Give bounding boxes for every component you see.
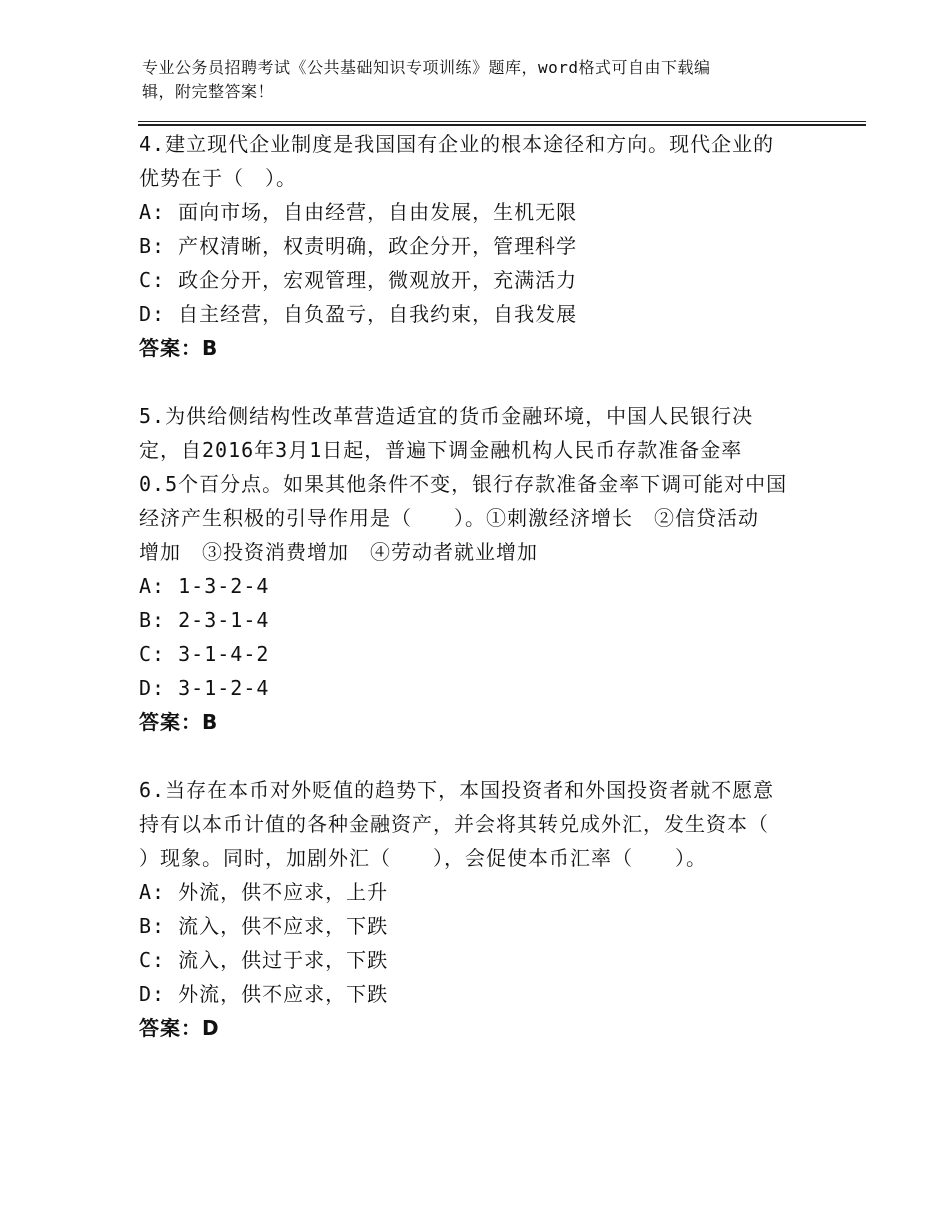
option-a: A: 1-3-2-4 xyxy=(139,574,270,598)
question-text-line: 0.5个百分点。如果其他条件不变，银行存款准备金率下调可能对中国 xyxy=(139,472,788,496)
header-line-1: 专业公务员招聘考试《公共基础知识专项训练》题库，word格式可自由下载编 xyxy=(142,58,711,77)
question-5 xyxy=(139,399,829,739)
option-b: B: 2-3-1-4 xyxy=(139,608,270,632)
question-text-line: 6.当存在本币对外贬值的趋势下，本国投资者和外国投资者就不愿意 xyxy=(139,778,775,802)
question-text-line: 增加 ③投资消费增加 ④劳动者就业增加 xyxy=(139,540,538,564)
question-text-line: 定，自2016年3月1日起，普遍下调金融机构人民币存款准备金率 xyxy=(139,438,743,462)
answer: 答案：B xyxy=(139,336,219,360)
answer: 答案：B xyxy=(139,710,219,734)
question-list xyxy=(139,127,829,1045)
option-a: A: 外流，供不应求，上升 xyxy=(139,880,389,904)
option-c: C: 政企分开，宏观管理，微观放开，充满活力 xyxy=(139,268,578,292)
header-rule-thick xyxy=(138,124,866,126)
option-d: D: 外流，供不应求，下跌 xyxy=(139,982,389,1006)
option-d: D: 3-1-2-4 xyxy=(139,676,270,700)
option-c: C: 3-1-4-2 xyxy=(139,642,270,666)
header-rule-thin xyxy=(138,121,866,122)
question-4 xyxy=(139,127,829,365)
option-d: D: 自主经营，自负盈亏，自我约束，自我发展 xyxy=(139,302,578,326)
question-6 xyxy=(139,773,829,1045)
spacer xyxy=(139,365,829,399)
question-text-line: 持有以本币计值的各种金融资产，并会将其转兑成外汇，发生资本（ xyxy=(139,812,769,836)
option-b: B: 流入，供不应求，下跌 xyxy=(139,914,389,938)
option-a: A: 面向市场，自由经营，自由发展，生机无限 xyxy=(139,200,578,224)
option-c: C: 流入，供过于求，下跌 xyxy=(139,948,389,972)
spacer xyxy=(139,739,829,773)
answer: 答案：D xyxy=(139,1016,220,1040)
question-text-line: 4.建立现代企业制度是我国国有企业的根本途径和方向。现代企业的 xyxy=(139,132,775,156)
question-text-line: ）现象。同时，加剧外汇（ ），会促使本币汇率（ ）。 xyxy=(139,846,707,870)
question-text-line: 经济产生积极的引导作用是（ ）。①刺激经济增长 ②信贷活动 xyxy=(139,506,759,530)
header-line-2: 辑，附完整答案！ xyxy=(142,82,275,101)
question-text-line: 5.为供给侧结构性改革营造适宜的货币金融环境，中国人民银行决 xyxy=(139,404,754,428)
option-b: B: 产权清晰，权责明确，政企分开，管理科学 xyxy=(139,234,578,258)
document-header xyxy=(142,56,802,104)
question-text-line: 优势在于（ ）。 xyxy=(139,166,297,190)
